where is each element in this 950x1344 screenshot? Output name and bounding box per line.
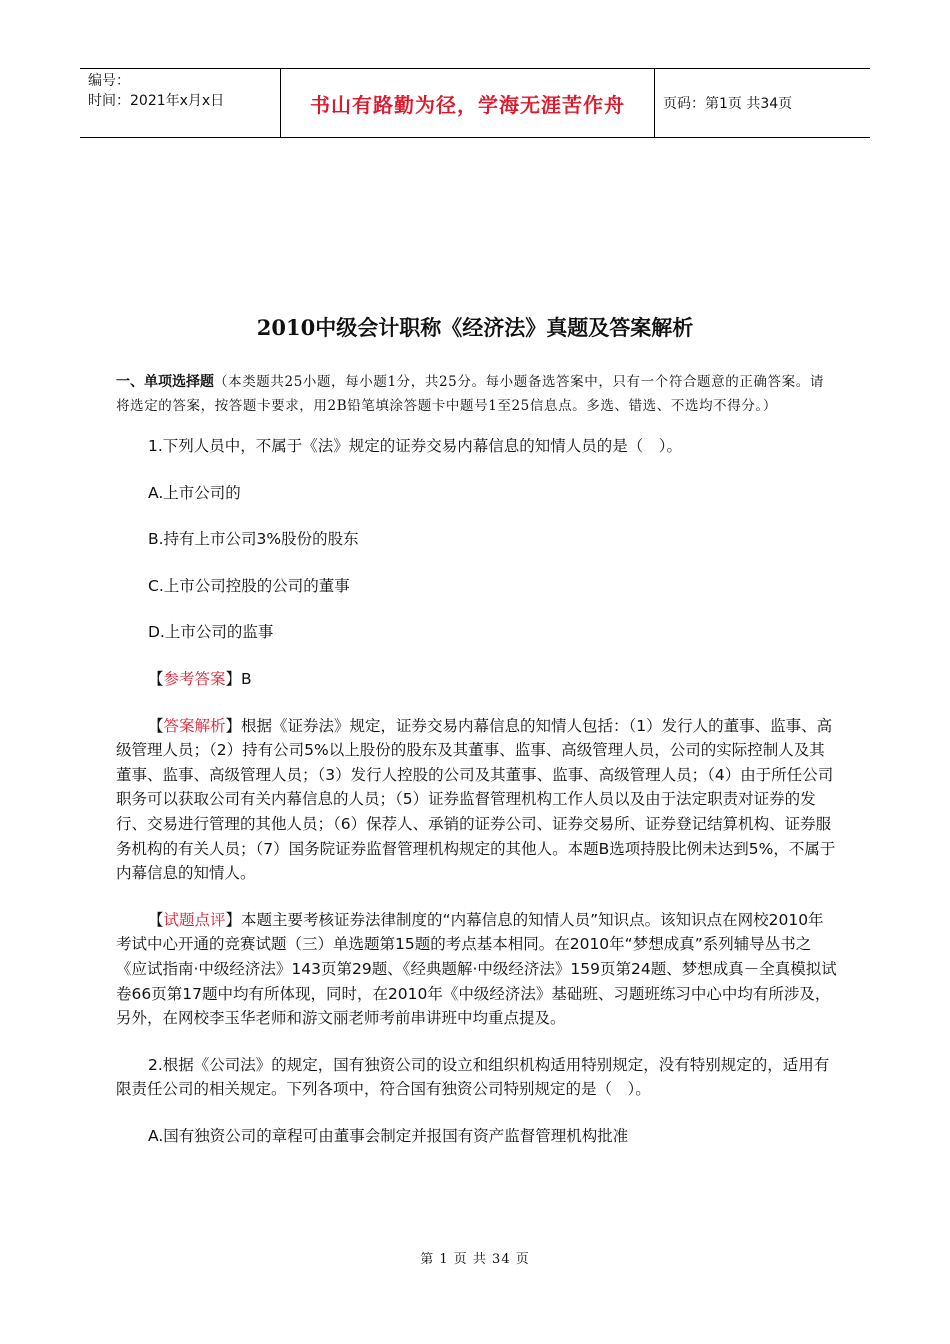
bracket-left: 【 xyxy=(148,910,164,929)
section-intro xyxy=(116,370,838,418)
analysis-text: 根据《证券法》规定，证券交易内幕信息的知情人包括：（1）发行人的董事、监事、高级管理人员；（2）持有公司5%以上股份的股东及其董事、监事、高级管理人员，公司的实际控制人及其董事、监事、高级管理人员；（3）发行人控股的公司及其董事、监事、高级管理人员；（4）由于所任公司职务可以获取公司有关内幕信息的人员；（5）证券监督管理机构工作人员以及由于法定职责对证券的发行、交易进行管理的其他人员；（6）保荐人、承销的证券公司、证券交易所、证券登记结算机构、证券服务机构的有关人员；（7）国务院证券监督管理机构规定的其他人。本题B选项持股比例未达到5%，不属于内幕信息的知情人。 xyxy=(116,716,836,883)
question-1-option-d: D.上市公司的监事 xyxy=(148,623,274,642)
question-1-option-a: A.上市公司的 xyxy=(148,483,241,502)
bracket-right: 】 xyxy=(225,716,242,735)
answer-value: B xyxy=(241,669,252,688)
question-1-analysis xyxy=(116,714,838,886)
question-2-option-a: A.国有独资公司的章程可由董事会制定并报国有资产监督管理机构批准 xyxy=(148,1126,629,1145)
bracket-right: 】 xyxy=(225,669,242,688)
section-heading: 一、单项选择题 xyxy=(116,374,214,390)
question-1-comment xyxy=(116,908,838,1031)
analysis-label: 答案解析 xyxy=(163,716,226,735)
bracket-left: 【 xyxy=(148,669,164,688)
bracket-left: 【 xyxy=(148,716,164,735)
page-code: 页码：第1页 共34页 xyxy=(663,96,793,112)
document-number-label: 编号： xyxy=(88,73,130,89)
header-motto: 书山有路勤为径，学海无涯苦作舟 xyxy=(310,92,625,117)
document-title: 2010中级会计职称《经济法》真题及答案解析 xyxy=(256,315,694,340)
bracket-right: 】 xyxy=(225,910,242,929)
page-header xyxy=(80,68,870,138)
question-1: 1.下列人员中，不属于《法》规定的证券交易内幕信息的知情人员的是（ ）。 xyxy=(148,437,683,455)
question-1-option-c: C.上市公司控股的公司的董事 xyxy=(148,576,350,595)
header-motto-cell xyxy=(281,69,655,137)
question-1-answer xyxy=(116,667,838,692)
document-time: 时间：2021年x月x日 xyxy=(88,93,225,109)
page-footer: 第 1 页 共 34 页 xyxy=(420,1252,530,1267)
section-instructions: （本类题共25小题，每小题1分，共25分。每小题备选答案中，只有一个符合题意的正确答案。请将选定的答案，按答题卡要求，用2B铅笔填涂答题卡中题号1至25信息点。多选、错选、不选均不得分。） xyxy=(116,374,824,414)
question-2: 2.根据《公司法》的规定，国有独资公司的设立和组织机构适用特别规定，没有特别规定的，适用有限责任公司的相关规定。下列各项中，符合国有独资公司特别规定的是（ ）。 xyxy=(116,1055,830,1099)
document-body xyxy=(116,370,838,1170)
question-1-option-b: B.持有上市公司3%股份的股东 xyxy=(148,530,359,549)
comment-text: 本题主要考核证券法律制度的“内幕信息的知情人员”知识点。该知识点在网校2010年考试中心开通的竞赛试题（三）单选题第15题的考点基本相同。在2010年“梦想成真”系列辅导丛书之《应试指南·中级经济法》143页第29题、《经典题解·中级经济法》159页第24题、梦想成真－全真模拟试卷66页第17题中均有所体现，同时，在2010年《中级经济法》基础班、习题班练习中心中均有所涉及，另外，在网校李玉华老师和游文丽老师考前串讲班中均重点提及。 xyxy=(116,910,837,1028)
comment-label: 试题点评 xyxy=(163,910,226,929)
header-meta xyxy=(80,69,281,137)
header-page-code-cell xyxy=(655,69,870,137)
answer-label: 参考答案 xyxy=(163,669,226,688)
